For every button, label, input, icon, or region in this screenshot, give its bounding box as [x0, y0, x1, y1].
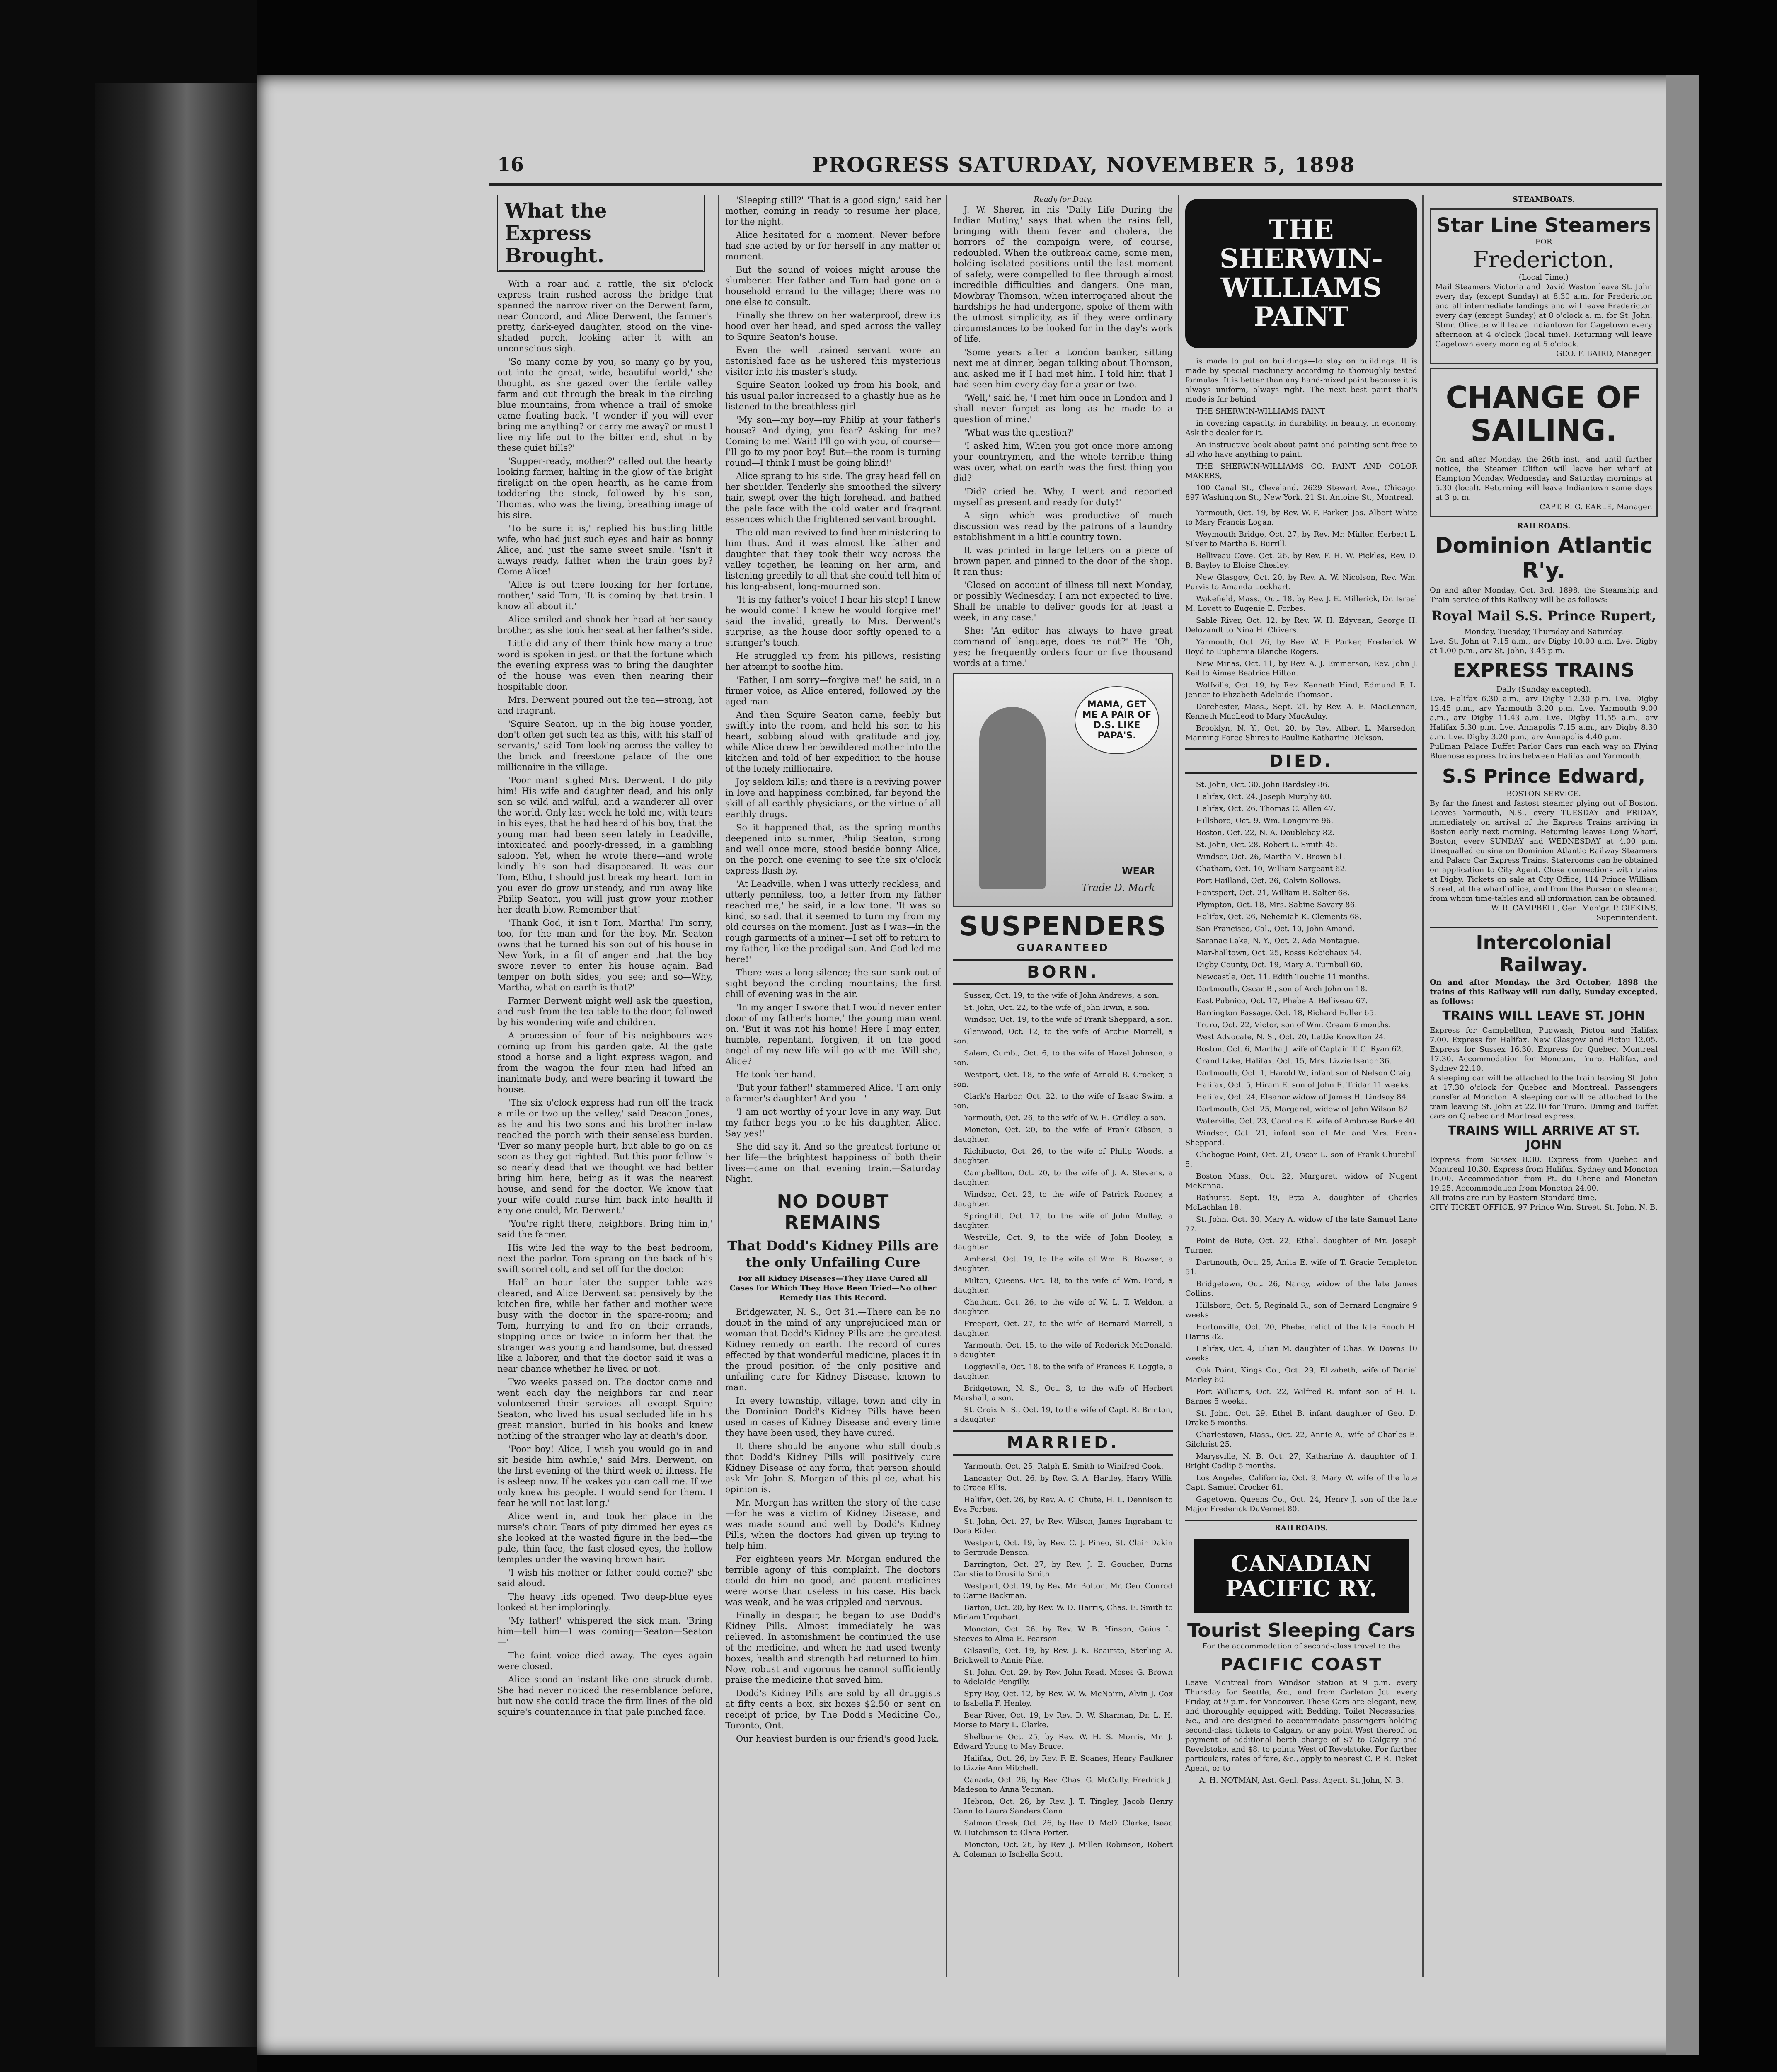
article-paragraph: 'What was the question?': [964, 428, 1075, 438]
column-rule: [1422, 195, 1424, 1977]
railroads-label: RAILROADS.: [1185, 1520, 1417, 1533]
married-notice: Wakefield, Mass., Oct. 18, by Rev. J. E. Millerick, Dr. Israel M. Lovett to Eugenie E. Forbes.: [1185, 595, 1417, 613]
married-notice: Halifax, Oct. 26, by Rev. A. C. Chute, H. L. Dennison to Eva Forbes.: [953, 1496, 1173, 1514]
story-paragraph: Alice stood an instant like one struck dumb. She had never noticed the resemblance before, but now she could trace the firm lines of the old squire's countenance in that pale pinched face.: [497, 1675, 713, 1717]
sherwin-williams-logo: THE SHERWIN-WILLIAMS PAINT: [1185, 199, 1417, 348]
prince-edward-sub: BOSTON SERVICE.: [1506, 789, 1581, 798]
died-notice: Boston, Oct. 22, N. A. Doublebay 82.: [1196, 828, 1335, 837]
prince-edward-headline: S.S Prince Edward,: [1442, 765, 1646, 787]
story-paragraph: 'Father, I am sorry—forgive me!' he said, in a firmer voice, as Alice entered, followed by the aged man.: [725, 675, 941, 707]
died-notice: Mar-halltown, Oct. 25, Rosss Robichaux 54.: [1196, 949, 1362, 957]
died-notice: St. John, Oct. 28, Robert L. Smith 45.: [1196, 840, 1338, 849]
born-notice: Springhill, Oct. 17, to the wife of John Mullay, a daughter.: [953, 1212, 1173, 1230]
story-paragraph: Finally she threw on her waterproof, drew its hood over her head, and sped across the valley to Squire Seaton's house.: [725, 310, 941, 342]
married-notice: Salmon Creek, Oct. 26, by Rev. D. McD. Clarke, Isaac W. Hutchinson to Clara Porter.: [953, 1819, 1173, 1837]
express-times: Lve. Halifax 6.30 a.m., arv Digby 12.30 p.m. Lve. Digby 12.45 p.m., arv Yarmouth 3.20 p.m. Lve. Yarmouth 9.00 a.m., arv Digby 11.43 a.m. Lve. Digby 11.55 a.m., arv Halifax 5.30 p.m. Lve. Annapolis 7.15 a.m., arv Digby 8.30 a.m. Lve. Digby 3.20 p.m., arv Annapolis 4.40 p.m.: [1430, 695, 1658, 741]
died-notice: Port Williams, Oct. 22, Wilfred R. infant son of H. L. Barnes 5 weeks.: [1185, 1387, 1417, 1406]
page-content: [257, 75, 1699, 2055]
story-paragraph: 'Alice is out there looking for her fortune, mother,' said Tom, 'It is coming by that train. I know all about it.': [497, 580, 713, 611]
married-notice: Yarmouth, Oct. 19, by Rev. W. F. Parker, Jas. Albert White to Mary Francis Logan.: [1185, 508, 1417, 527]
married-notice: Shelburne Oct. 25, by Rev. W. H. S. Morris, Mr. J. Edward Young to May Bruce.: [953, 1733, 1173, 1751]
died-notice: St. John, Oct. 30, Mary A. widow of the late Samuel Lane 77.: [1185, 1215, 1417, 1233]
born-notice: Westport, Oct. 18, to the wife of Arnold B. Crocker, a son.: [953, 1070, 1173, 1089]
intercolonial-intro: On and after Monday, the 3rd October, 1898 the trains of this Railway will run daily, Sunday excepted, as follows:: [1430, 978, 1658, 1006]
died-notice: Windsor, Oct. 21, infant son of Mr. and Mrs. Frank Sheppard.: [1185, 1129, 1417, 1147]
died-notice: Halifax, Oct. 5, Hiram E. son of John E. Tridar 11 weeks.: [1196, 1081, 1411, 1089]
born-notice: Chatham, Oct. 26, to the wife of W. L. T. Weldon, a daughter.: [953, 1298, 1173, 1316]
article-paragraph: 'Closed on account of illness till next Monday, or possibly Wednesday. I am not expected to live. Shall be unable to deliver goods for at least a week, in any case.': [953, 580, 1173, 622]
died-notice: Bridgetown, Oct. 26, Nancy, widow of the late James Collins.: [1185, 1280, 1417, 1298]
story-paragraph: Alice hesitated for a moment. Never before had she acted by or for herself in any matter of moment.: [725, 230, 941, 261]
married-notice: Bear River, Oct. 19, by Rev. D. W. Sharman, Dr. L. H. Morse to Mary L. Clarke.: [953, 1711, 1173, 1729]
dar-intro: On and after Monday, Oct. 3rd, 1898, the Steamship and Train service of this Railway will be as follows:: [1430, 586, 1658, 604]
story-paragraph: 'Sleeping still?' 'That is a good sign,' said her mother, coming in ready to resume her place, for the night.: [725, 195, 941, 227]
story-paragraph: 'At Leadville, when I was utterly reckless, and utterly penniless, too, a letter from my father reached me,' he said, in a low tone. 'It was so kind, so sad, that it seemed to turn my from my old courses on the moment. Just as I was—in the rough garments of a miner—I set off to return to my father, like the prodigal son. And God led me here!': [725, 879, 941, 964]
born-notice: Amherst, Oct. 19, to the wife of Wm. B. Bowser, a daughter.: [953, 1255, 1173, 1273]
born-notice: Loggieville, Oct. 18, to the wife of Frances F. Loggie, a daughter.: [953, 1363, 1173, 1381]
born-notice: St. John, Oct. 22, to the wife of John Irwin, a son.: [964, 1003, 1150, 1012]
star-body: Mail Steamers Victoria and David Weston leave St. John every day (except Sunday) at 8.30 a.m. for Fredericton and all intermediate landings and will leave Fredericton every day (except Sunday) at 8 o'clock a. m. for St. John. Stmr. Olivette will leave Indiantown for Gagetown every afternoon at 4 o'clock (local time). Returning will leave Gagetown every morning at 5 o'clock.: [1435, 283, 1652, 349]
story-paragraph: 'In my anger I swore that I would never enter door of my father's home,' the young man went on. 'But it was not his home! Here I may enter, humble, repentant, forgiven, it on the good angel of my new life will go with me. Will she, Alice?': [725, 1002, 941, 1066]
intercolonial-office: CITY TICKET OFFICE, 97 Prince Wm. Street, St. John, N. B.: [1430, 1203, 1658, 1212]
story-paragraph: 'I am not worthy of your love in any way. But my father begs you to be his daughter, Alice. Say yes!': [725, 1107, 941, 1138]
married-notice: Gilsaville, Oct. 19, by Rev. J. K. Beairsto, Sterling A. Brickwell to Annie Pike.: [953, 1646, 1173, 1665]
sherwin-williams-line: THE SHERWIN-WILLIAMS CO. PAINT AND COLOR MAKERS,: [1185, 462, 1417, 480]
died-notice: Dartmouth, Oct. 1, Harold W., infant son of Nelson Craig.: [1196, 1069, 1414, 1077]
cpr-destination: PACIFIC COAST: [1220, 1654, 1382, 1675]
star-headline: Star Line Steamers: [1436, 214, 1651, 237]
story-paragraph: 'Poor man!' sighed Mrs. Derwent. 'I do pity him! His wife and daughter dead, and his only son so wild and wilful, and a wanderer all over the world. Only last week he told me, with tears in his eyes, that he had heard of his boy, that the young man had been seen lately in Leadville, intoxicated and poorly-dressed, in a gambling saloon. Yet, when he wrote there—and wrote kindly—his son had disappeared. It was our Tom, Ethu, I should just break my heart. Tom in you ever do grow unsteady, and run away like Philip Seaton, you will just grow your mother her death-blow. Remember that!': [497, 775, 713, 915]
kidney-paragraph: It there should be anyone who still doubts that Dodd's Kidney Pills will positively cure Kidney Disease of any form, that person should ask Mr. John S. Morgan of this pl ce, what his opinion is.: [725, 1441, 941, 1494]
married-notice: Westport, Oct. 19, by Rev. C. J. Pineo, St. Clair Dakin to Gertrude Benson.: [953, 1539, 1173, 1557]
intercolonial-leave: TRAINS WILL LEAVE ST. JOHN: [1442, 1009, 1645, 1023]
died-notice: Port Hailland, Oct. 26, Calvin Sollows.: [1196, 876, 1341, 885]
story-paragraph: 'Supper-ready, mother?' called out the hearty looking farmer, halting in the glow of the bright firelight on the open hearth, as he came from toddering the stock, followed by his son, Thomas, who was the living, breathing image of his sire.: [497, 456, 713, 520]
married-notice: St. John, Oct. 27, by Rev. Wilson, James Ingraham to Dora Rider.: [953, 1517, 1173, 1535]
story-paragraph: Squire Seaton looked up from his book, and his usual pallor increased to a ghastly hue as he listened to the breathless girl.: [725, 380, 941, 411]
died-notice: Boston Mass., Oct. 22, Margaret, widow of Nugent McKenna.: [1185, 1172, 1417, 1190]
sailing-sign: CAPT. R. G. EARLE, Manager.: [1539, 503, 1652, 511]
intercolonial-sleeping: A sleeping car will be attached to the train leaving St. John at 17.30 o'clock for Quebec and Montreal. Passengers transfer at Moncton. A sleeping car will be attached to the train leaving St. John at 22.10 for Truro. Dining and Buffet cars on Quebec and Montreal express.: [1430, 1074, 1658, 1121]
married-notice: Belliveau Cove, Oct. 26, by Rev. F. H. W. Pickles, Rev. D. B. Bayley to Eloise Chesley.: [1185, 552, 1417, 570]
died-notice: Dartmouth, Oct. 25, Anita E. wife of T. Gracie Templeton 51.: [1185, 1258, 1417, 1276]
kidney-paragraph: In every township, village, town and city in the Dominion Dodd's Kidney Pills have been used in cases of Kidney Disease and every time they have been used, they have cured.: [725, 1396, 941, 1438]
ready-body: [953, 204, 1173, 668]
cpr-logo: CANADIAN PACIFIC RY.: [1194, 1539, 1409, 1613]
died-notice: Hillsboro, Oct. 9, Wm. Longmire 96.: [1196, 816, 1334, 825]
died-notice: Hortonville, Oct. 20, Phebe, relict of the late Enoch H. Harris 82.: [1185, 1323, 1417, 1341]
story-paragraph: Alice sprang to his side. The gray head fell on her shoulder. Tenderly she smoothed the silvery hair, swept over the high forehead, and bathed the pale face with the cold water and fragrant essences which the frightened servant brought.: [725, 471, 941, 524]
masthead-rule: [489, 183, 1662, 186]
kidney-paragraph: Bridgewater, N. S., Oct 31.—There can be no doubt in the mind of any unprejudiced man or woman that Dodd's Kidney Pills are the greatest Kidney remedy on earth. The record of cures effected by that wonderful medicine, places it in the proud position of the only positive and unfailing cure for Kidney Disease, known to man.: [725, 1307, 941, 1392]
kidney-paragraph: Dodd's Kidney Pills are sold by all druggists at fifty cents a box, six boxes $2.50 or sent on receipt of price, by The Dodd's Medicine Co., Toronto, Ont.: [725, 1688, 941, 1731]
suspenders-ad-illustration: [953, 673, 1173, 907]
sherwin-williams-line: 100 Canal St., Cleveland. 2629 Stewart Ave., Chicago. 897 Washington St., New York. 21 St. Antoine St., Montreal.: [1185, 484, 1417, 502]
cpr-agent: A. H. NOTMAN, Ast. Genl. Pass. Agent. St. John, N. B.: [1199, 1776, 1404, 1785]
born-notice: Salem, Cumb., Oct. 6, to the wife of Hazel Johnson, a son.: [953, 1049, 1173, 1067]
sherwin-williams-line: An instructive book about paint and painting sent free to all who have anything to paint.: [1185, 441, 1417, 459]
born-notice: Milton, Queens, Oct. 18, to the wife of Wm. Ford, a daughter.: [953, 1276, 1173, 1295]
column-rule: [718, 195, 719, 1977]
story-paragraph: He took her hand.: [736, 1070, 816, 1080]
died-notice: St. John, Oct. 29, Ethel B. infant daughter of Geo. D. Drake 5 months.: [1185, 1409, 1417, 1427]
star-for: —FOR—: [1528, 237, 1560, 246]
kidney-subhead: That Dodd's Kidney Pills are the only Unfailing Cure: [727, 1238, 939, 1270]
born-notice: Campbellton, Oct. 20, to the wife of J. A. Stevens, a daughter.: [953, 1169, 1173, 1187]
star-sign: GEO. F. BAIRD, Manager.: [1556, 349, 1652, 358]
star-time: (Local Time.): [1518, 273, 1569, 282]
died-notice: Chebogue Point, Oct. 21, Oscar L. son of Frank Churchill 5.: [1185, 1150, 1417, 1169]
married-notice: Yarmouth, Oct. 26, by Rev. W. F. Parker, Frederick W. Boyd to Euphemia Blanche Rogers.: [1185, 638, 1417, 656]
born-notice: Glenwood, Oct. 12, to the wife of Archie Morrell, a son.: [953, 1027, 1173, 1046]
story-paragraph: So it happened that, as the spring months deepened into summer, Philip Seaton, strong and well once more, stood beside bonny Alice, on the porch one evening to see the six o'clock express flash by.: [725, 823, 941, 876]
married-notice: Westport, Oct. 19, by Rev. Mr. Bolton, Mr. Geo. Conrod to Carrie Backman.: [953, 1582, 1173, 1600]
intercolonial-leave-list: Express for Campbellton, Pugwash, Pictou and Halifax 7.00. Express for Halifax, New Glasgow and Pictou 12.05. Express for Sussex 16.30. Express for Quebec, Montreal 17.30. Accommodation for Moncton, Truro, Halifax, and Sydney 22.10.: [1430, 1026, 1658, 1073]
married-heading: MARRIED.: [953, 1430, 1173, 1456]
born-notice: Richibucto, Oct. 26, to the wife of Philip Woods, a daughter.: [953, 1147, 1173, 1165]
married-notice: Lancaster, Oct. 26, by Rev. G. A. Hartley, Harry Willis to Grace Ellis.: [953, 1474, 1173, 1492]
intercolonial-note: All trains are run by Eastern Standard time.: [1430, 1193, 1597, 1202]
married-list: [953, 1462, 1173, 1859]
died-notice: Plympton, Oct. 18, Mrs. Sabine Savary 86.: [1196, 900, 1357, 909]
steamboats-label: STEAMBOATS.: [1512, 195, 1575, 204]
died-notice: Digby County, Oct. 19, Mary A. Turnbull 60.: [1196, 961, 1363, 969]
born-notice: Westville, Oct. 9, to the wife of John Dooley, a daughter.: [953, 1233, 1173, 1251]
died-notice: Waterville, Oct. 23, Caroline E. wife of Ambrose Burke 40.: [1196, 1117, 1417, 1126]
married-notice: Yarmouth, Oct. 25, Ralph E. Smith to Winifred Cook.: [964, 1462, 1164, 1471]
story-body-2: [725, 195, 941, 1184]
star-line-ad: [1430, 208, 1658, 364]
article-paragraph: 'Did? cried he. Why, I went and reported myself as present and ready for duty!': [953, 487, 1173, 507]
born-notice: Moncton, Oct. 20, to the wife of Frank Gibson, a daughter.: [953, 1126, 1173, 1144]
express-sub: Daily (Sunday excepted).: [1496, 685, 1591, 694]
married-notice: Moncton, Oct. 26, by Rev. J. Millen Robinson, Robert A. Coleman to Isabella Scott.: [953, 1840, 1173, 1859]
article-paragraph: A sign which was productive of much discussion was read by the patrons of a laundry establishment in a little country town.: [953, 511, 1173, 542]
prince-edward-body: By far the finest and fastest steamer plying out of Boston. Leaves Yarmouth, N.S., every TUESDAY and FRIDAY, immediately on arrival of the Express Trains arriving in Boston early next morning. Returning leaves Long Wharf, Boston, every SUNDAY and WEDNESDAY at 4.00 p.m. Unequalled cuisine on Dominion Atlantic Railway Steamers and Palace Car Express Trains. Staterooms can be obtained on application to City Agent. Close connections with trains at Digby. Tickets on sale at City Office, 114 Prince William Street, at the wharf office, and from the Purser on steamer, from whom time-tables and all information can be obtained.: [1430, 799, 1658, 903]
died-notice: Dartmouth, Oscar B., son of Arch John on 18.: [1196, 985, 1368, 993]
column-3: [953, 195, 1173, 1985]
column-5: [1430, 195, 1658, 1985]
kidney-paragraph: For eighteen years Mr. Morgan endured the terrible agony of this complaint. The doctors could do him no good, and patent medicines were worse than useless in his case. His back was weak, and he was crippled and nervous.: [725, 1554, 941, 1607]
prince-edward-sign: W. R. CAMPBELL, Gen. Man'gr. P. GIFKINS, Superintendent.: [1491, 904, 1658, 922]
ready-head: Ready for Duty.: [1034, 195, 1092, 204]
married-continued: [1185, 508, 1417, 743]
speech-bubble: MAMA, GET ME A PAIR OF D.S. LIKE PAPA'S.: [1075, 686, 1159, 754]
page-number: 16: [497, 153, 524, 176]
story-paragraph: 'Thank God, it isn't Tom, Martha! I'm sorry, too, for the man and for the boy. Mr. Seaton owns that he turned his son out of his house in New York, in a fit of anger and that the boy swore never to enter his house again. Bad temper on both sides, you see; and so—Why, Martha, what on earth is that?': [497, 918, 713, 992]
story-paragraph: Little did any of them think how many a true word is spoken in jest, or that the fortune which the evening express was to bring the daughter of the house was even then nearing their hospitable door.: [497, 639, 713, 692]
died-notice: Grand Lake, Halifax, Oct. 15, Mrs. Lizzie Isenor 36.: [1196, 1057, 1392, 1065]
story-paragraph: 'I wish his mother or father could come?' she said aloud.: [497, 1568, 713, 1588]
born-notice: Windsor, Oct. 19, to the wife of Frank Sheppard, a son.: [964, 1015, 1173, 1024]
story-paragraph: 'Poor boy! Alice, I wish you would go in and sit beside him awhile,' said Mrs. Derwent, on the first evening of the third week of illness. He is asleep now. If he wakes you can call me. If we only knew his people. I would send for them. I fear he will not last long.': [497, 1444, 713, 1508]
married-notice: New Glasgow, Oct. 20, by Rev. A. W. Nicolson, Rev. Wm. Purvis to Amanda Lockhart.: [1185, 573, 1417, 591]
died-notice: Charlestown, Mass., Oct. 22, Annie A., wife of Charles E. Gilchrist 25.: [1185, 1431, 1417, 1449]
story-paragraph: But the sound of voices might arouse the slumberer. Her father and Tom had gone on a household errand to the village; there was no one else to consult.: [725, 265, 941, 307]
married-notice: St. John, Oct. 29, by Rev. John Read, Moses G. Brown to Adelaide Pengilly.: [953, 1668, 1173, 1686]
story-paragraph: Half an hour later the supper table was cleared, and Alice Derwent sat pensively by the kitchen fire, while her father and mother were busy with the doctor in the spare-room; and Tom, hurrying to and fro on their errands, stopping once or twice to inform her that the stranger was young and handsome, but dressed like a laborer, and that the doctor said it was a near chance whether he lived or not.: [497, 1278, 713, 1374]
column-rule: [946, 195, 947, 1977]
story-paragraph: Joy seldom kills; and there is a reviving power in love and happiness combined, far beyond the skill of all earthly physicians, or the virtue of all earthly drugs.: [725, 777, 941, 819]
story-column-2: [725, 195, 941, 1985]
died-notice: Chatham, Oct. 10, William Sargeant 62.: [1196, 864, 1347, 873]
married-notice: Halifax, Oct. 26, by Rev. F. E. Soanes, Henry Faulkner to Lizzie Ann Mitchell.: [953, 1754, 1173, 1772]
story-paragraph: 'You're right there, neighbors. Bring him in,' said the farmer.: [497, 1219, 713, 1239]
story-paragraph: A procession of four of his neighbours was coming up from his garden gate. At the gate stood a horse and a light express wagon, and from the wagon the four men had lifted an inanimate body, and were bearing it toward the house.: [497, 1031, 713, 1094]
intercolonial-headline: Intercolonial Railway.: [1430, 927, 1658, 976]
died-notice: Halifax, Oct. 24, Eleanor widow of James H. Lindsay 84.: [1196, 1093, 1409, 1101]
married-notice: Moncton, Oct. 26, by Rev. W. B. Hinson, Gaius L. Steeves to Alma E. Pearson.: [953, 1625, 1173, 1643]
died-notice: Hantsport, Oct. 21, William B. Salter 68.: [1196, 888, 1350, 897]
died-notice: Hillsboro, Oct. 5, Reginald R., son of Bernard Longmire 9 weeks.: [1185, 1301, 1417, 1319]
died-notice: Saranac Lake, N. Y., Oct. 2, Ada Montague.: [1196, 937, 1360, 945]
died-notice: Truro, Oct. 22, Victor, son of Wm. Cream 6 months.: [1196, 1021, 1391, 1029]
story-paragraph: And then Squire Seaton came, feebly but swiftly into the room, and held his son to his heart, sobbing aloud with gratitude and joy, while Alice drew her bewildered mother into the kitchen and told of her expedition to the house of the lonely millionaire.: [725, 710, 941, 774]
pullman: Pullman Palace Buffet Parlor Cars run each way on Flying Bluenose express trains between Halifax and Yarmouth.: [1430, 742, 1658, 760]
died-notice: Halifax, Oct. 4, Lilian M. daughter of Chas. W. Downs 10 weeks.: [1185, 1344, 1417, 1363]
royal-mail: Royal Mail S.S. Prince Rupert,: [1431, 608, 1656, 624]
died-notice: Windsor, Oct. 26, Martha M. Brown 51.: [1196, 852, 1345, 861]
died-notice: Dartmouth, Oct. 25, Margaret, widow of John Wilson 82.: [1196, 1105, 1411, 1113]
story-paragraph: 'To be sure it is,' replied his bustling little wife, who had just such eyes and hair as bonny Alice, and just the same sweet smile. 'Isn't it always ready, father when the train goes by? Come Alice!': [497, 523, 713, 576]
intercolonial-arrive: TRAINS WILL ARRIVE AT ST. JOHN: [1448, 1123, 1640, 1152]
story-paragraph: The heavy lids opened. Two deep-blue eyes looked at her imploringly.: [497, 1592, 713, 1612]
royal-times: Lve. St. John at 7.15 a.m., arv Digby 10.00 a.m. Lve. Digby at 1.00 p.m., arv St. John, 3.45 p.m.: [1430, 637, 1658, 655]
story-headline: What the Express Brought.: [497, 195, 705, 272]
story-paragraph: Two weeks passed on. The doctor came and went each day the neighbors far and near volunteered their services—all except Squire Seaton, who lived his usual secluded life in his great mansion, buried in his books and knew nothing of the stranger who lay at death's door.: [497, 1377, 713, 1441]
kidney-paragraph: Our heaviest burden is our friend's good luck.: [736, 1734, 939, 1744]
sailing-body: On and after Monday, the 26th inst., and until further notice, the Steamer Clifton will leave her wharf at Hampton Monday, Wednesday and Saturday mornings at 5.30 (local). Returning will leave Indiantown same days at 3 p. m.: [1435, 455, 1652, 502]
married-notice: Spry Bay, Oct. 12, by Rev. W. W. McNairn, Alvin J. Cox to Isabella F. Henley.: [953, 1690, 1173, 1708]
dar-headline: Dominion Atlantic R'y.: [1435, 533, 1653, 583]
married-notice: Hebron, Oct. 26, by Rev. J. T. Tingley, Jacob Henry Cann to Laura Sanders Cann.: [953, 1797, 1173, 1815]
sherwin-williams-line: THE SHERWIN-WILLIAMS PAINT: [1196, 407, 1325, 416]
kidney-body: [725, 1307, 941, 1744]
married-notice: Weymouth Bridge, Oct. 27, by Rev. Mr. Müller, Herbert L. Silver to Martha B. Burrill.: [1185, 530, 1417, 548]
died-notice: Halifax, Oct. 26, Nehemiah K. Clements 68.: [1196, 913, 1362, 921]
died-notice: Los Angeles, California, Oct. 9, Mary W. wife of the late Capt. Samuel Crocker 61.: [1185, 1474, 1417, 1492]
died-notice: Barrington Passage, Oct. 18, Richard Fuller 65.: [1196, 1009, 1376, 1017]
born-notice: Sussex, Oct. 19, to the wife of John Andrews, a son.: [964, 991, 1160, 1000]
royal-days: Monday, Tuesday, Thursday and Saturday.: [1464, 627, 1624, 636]
story-body-1: [497, 278, 713, 1717]
article-paragraph: 'Some years after a London banker, sitting next me at dinner, began talking about Thomson, and asked me if I had met him. I told him that I had seen him every day for a year or two.: [953, 347, 1173, 390]
sherwin-williams-line: is made to put on buildings—to stay on buildings. It is made by special machinery according to thoroughly tested formulas. It is better than any hand-mixed paint because it is always uniform, always right. The next best paint that's made is far behind: [1185, 357, 1417, 404]
married-notice: New Minas, Oct. 11, by Rev. A. J. Emmerson, Rev. John J. Keil to Aimee Beatrice Hilton.: [1185, 659, 1417, 678]
cpr-body: Leave Montreal from Windsor Station at 9 p.m. every Thursday for Seattle, &c., and from Carleton Jct. every Friday, at 9 p.m. for Vancouver. These Cars are elegant, new, and thoroughly equipped with Bedding, Toilet Necessaries, &c., and are designed to accommodate passengers holding second-class tickets to Calgary, or any point West thereof, on payment of additional berth charge of $7 to Calgary and Revelstoke, and $8, to points West of Revelstoke. For further particulars, rates of fare, &c., apply to nearest C. P. R. Ticket Agent, or to: [1185, 1678, 1417, 1773]
died-notice: Point de Bute, Oct. 22, Ethel, daughter of Mr. Joseph Turner.: [1185, 1237, 1417, 1255]
ad-wear: WEAR: [1122, 865, 1155, 877]
story-paragraph: She did say it. And so the greatest fortune of her life—the brightest happiness of both their lives—came on that evening train.—Saturday Night.: [725, 1142, 941, 1184]
born-notice: Freeport, Oct. 27, to the wife of Bernard Morrell, a daughter.: [953, 1319, 1173, 1338]
railroads-label-2: RAILROADS.: [1517, 522, 1571, 530]
story-column-1: [497, 195, 713, 1985]
born-notice: Clark's Harbor, Oct. 22, to the wife of Isaac Swim, a son.: [953, 1092, 1173, 1110]
story-paragraph: Alice went in, and took her place in the nurse's chair. Tears of pity dimmed her eyes as she looked at the wasted figure in the bed—the pale, thin face, the fast-closed eyes, the hollow temples under the waving brown hair.: [497, 1511, 713, 1564]
woman-figure: [979, 707, 1046, 889]
born-list: [953, 991, 1173, 1424]
express-headline: EXPRESS TRAINS: [1453, 659, 1635, 681]
born-notice: Windsor, Oct. 23, to the wife of Patrick Rooney, a daughter.: [953, 1190, 1173, 1208]
story-paragraph: The faint voice died away. The eyes again were closed.: [497, 1651, 713, 1671]
born-notice: Yarmouth, Oct. 26, to the wife of W. H. Gridley, a son.: [964, 1113, 1166, 1122]
born-notice: Bridgetown, N. S., Oct. 3, to the wife of Herbert Marshall, a son.: [953, 1384, 1173, 1402]
story-paragraph: 'But your father!' stammered Alice. 'I am only a farmer's daughter! And you—': [725, 1083, 941, 1104]
married-notice: Canada, Oct. 26, by Rev. Chas. G. McCully, Fredrick J. Madeson to Anna Yeoman.: [953, 1776, 1173, 1794]
sherwin-williams-body: [1185, 356, 1417, 502]
born-notice: Yarmouth, Oct. 15, to the wife of Roderick McDonald, a daughter.: [953, 1341, 1173, 1359]
kidney-paragraph: Finally in despair, he began to use Dodd's Kidney Pills. Almost immediately he was relieved. In astonishment he continued the use of the medicine, and when he had used twenty boxes, health and strength had returned to him. Now, robust and vigorous he cannot sufficiently praise the medicine that saved him.: [725, 1610, 941, 1685]
article-paragraph: 'I asked him, When you got once more among your countrymen, and the whole terrible thing was over, what on earth was the first thing you did?': [953, 441, 1173, 483]
article-paragraph: She: 'An editor has always to have great command of language, does he not?' He: 'Oh, yes; he frequently orders four or five thousand words at a time.': [953, 626, 1173, 668]
story-paragraph: He struggled up from his pillows, resisting her attempt to soothe him.: [725, 651, 941, 672]
story-paragraph: 'It is my father's voice! I hear his step! I knew he would come! I knew he would forgive me!' said the invalid, greatly to Mrs. Derwent's surprise, as the house door softly opened to a stranger's touch.: [725, 595, 941, 648]
story-paragraph: Even the well trained servant wore an astonished face as he ushered this mysterious visitor into his master's study.: [725, 345, 941, 377]
story-paragraph: There was a long silence; the sun sank out of sight beyond the circling mountains; the first chill of evening was in the air.: [725, 968, 941, 999]
story-paragraph: 'Squire Seaton, up in the big house yonder, don't often get such tea as this, with his staff of servants,' said Tom looking across the valley to the brick and freestone palace of the one millionaire in the village.: [497, 719, 713, 772]
died-notice: Bathurst, Sept. 19, Etta A. daughter of Charles McLachlan 18.: [1185, 1193, 1417, 1212]
article-paragraph: It was printed in large letters on a piece of brown paper, and pinned to the door of the shop. It ran thus:: [953, 545, 1173, 577]
story-paragraph: His wife led the way to the best bedroom, next the parlor. Tom sprang on the back of his swift sorrel colt, and set off for the doctor.: [497, 1243, 713, 1274]
died-notice: St. John, Oct. 30, John Bardsley 86.: [1196, 780, 1330, 789]
died-list: [1185, 780, 1417, 1514]
sherwin-williams-line: in covering capacity, in durability, in beauty, in economy. Ask the dealer for it.: [1185, 419, 1417, 437]
story-paragraph: Farmer Derwent might well ask the question, and rush from the tea-table to the door, followed by his wondering wife and children.: [497, 996, 713, 1027]
died-notice: Gagetown, Queens Co., Oct. 24, Henry J. son of the late Major Frederick DuVernet 80.: [1185, 1495, 1417, 1513]
married-notice: Brooklyn, N. Y., Oct. 20, by Rev. Albert L. Marsedon, Manning Force Shires to Pauline Katharine Dickson.: [1185, 724, 1417, 742]
kidney-paragraph: Mr. Morgan has written the story of the case—for he was a victim of Kidney Disease, and was made sound and well by Dodd's Kidney Pills, when the doctors had given up trying to help him.: [725, 1498, 941, 1551]
masthead-title: PROGRESS SATURDAY, NOVEMBER 5, 1898: [812, 152, 1356, 177]
column-rule: [1178, 195, 1179, 1977]
story-paragraph: 'My son—my boy—my Philip at your father's house? And dying, you fear? Asking for me? Coming to me! Wait! I'll go with you, of course—I'll go to my poor boy! But—the room is turning round—I think I must be going blind!': [725, 415, 941, 468]
died-notice: Newcastle, Oct. 11, Edith Touchie 11 months.: [1196, 973, 1370, 981]
page-edge-shadow: [95, 83, 261, 2047]
died-heading: DIED.: [1185, 748, 1417, 774]
story-paragraph: With a roar and a rattle, the six o'clock express train rushed across the bridge that spanned the narrow river on the Derwent farm, near Concord, and Alice Derwent, the farmer's pretty, dark-eyed daughter, stood on the vine-shaded porch, looking after it with an unconscious sigh.: [497, 279, 713, 353]
sailing-headline: CHANGE OF SAILING.: [1445, 380, 1642, 448]
cpr-headline: Tourist Sleeping Cars: [1187, 1619, 1415, 1641]
cpr-sub: For the accommodation of second-class travel to the: [1202, 1642, 1401, 1651]
star-destination: Fredericton.: [1473, 247, 1615, 273]
died-notice: Halifax, Oct. 24, Joseph Murphy 60.: [1196, 792, 1332, 801]
kidney-headline: NO DOUBT REMAINS: [777, 1191, 889, 1233]
intercolonial-arrive-list: Express from Sussex 8.30. Express from Quebec and Montreal 10.30. Express from Halifax, Sydney and Moncton 16.00. Accommodation from Pt. du Chene and Moncton 19.25. Accommodation from Moncton 24.00.: [1430, 1155, 1658, 1193]
article-paragraph: 'Well,' said he, 'I met him once in London and I shall never forget as long as he made to a question of mine.': [953, 393, 1173, 424]
died-notice: East Pubnico, Oct. 17, Phebe A. Belliveau 67.: [1196, 997, 1368, 1005]
died-notice: Oak Point, Kings Co., Oct. 29, Elizabeth, wife of Daniel Marley 60.: [1185, 1366, 1417, 1384]
married-notice: Dorchester, Mass., Sept. 21, by Rev. A. E. MacLennan, Kenneth MacLeod to Mary MacAulay.: [1185, 702, 1417, 721]
story-paragraph: 'The six o'clock express had run off the track a mile or two up the valley,' said Deacon Jones, as he and his two sons and his brother in-law reached the porch with their senseless burden. 'Ever so many people hurt, but able to go on as soon as they got righted. But this poor fellow is so nearly dead that we thought we had better bring him here, being as it was the nearest house, and send for the doctor. We know that your wife could nurse him back into health if any one could, Mr. Derwent.': [497, 1098, 713, 1215]
sailing-ad: [1430, 368, 1658, 517]
ad-guarantee: GUARANTEED: [1017, 942, 1109, 954]
born-notice: St. Croix N. S., Oct. 19, to the wife of Capt. R. Brinton, a daughter.: [953, 1406, 1173, 1424]
article-paragraph: J. W. Sherer, in his 'Daily Life During the Indian Mutiny,' says that when the rains fell, bringing with them fever and cholera, the horrors of the campaign were, of course, redoubled. When the outbreak came, some men, holding isolated positions until the last moment of safety, were compelled to flee through almost incredible difficulties and dangers. One man, Mowbray Thomson, when interrogated about the hardships he had undergone, spoke of them with the utmost simplicity, as if they were ordinary circumstances to be looked for in the day's work of life.: [953, 205, 1173, 344]
died-notice: West Advocate, N. S., Oct. 20, Lettie Knowlton 24.: [1196, 1033, 1386, 1041]
married-notice: Barton, Oct. 20, by Rev. W. D. Harris, Chas. E. Smith to Miriam Urquhart.: [953, 1603, 1173, 1622]
column-4: [1185, 195, 1417, 1985]
died-notice: Boston, Oct. 6, Martha J. wife of Captain T. C. Ryan 62.: [1196, 1045, 1404, 1053]
died-notice: Halifax, Oct. 26, Thomas C. Allen 47.: [1196, 804, 1336, 813]
married-notice: Sable River, Oct. 12, by Rev. W. H. Edyvean, George H. Delozandt to Nina H. Chivers.: [1185, 616, 1417, 634]
ad-brand: SUSPENDERS: [959, 911, 1167, 942]
kidney-deck: For all Kidney Diseases—They Have Cured all Cases for Which They Have Been Tried—No other Remedy Has This Record.: [729, 1274, 937, 1302]
ad-trademark: Trade D. Mark: [1081, 882, 1155, 893]
born-heading: BORN.: [953, 959, 1173, 985]
story-paragraph: 'So many come by you, so many go by you, out into the great, wide, beautiful world,' she thought, as she gazed over the fertile valley farm and out through the break in the circling blue mountains, from whence a trail of smoke came floating back. 'I wonder if you will ever bring me anything? or carry me away? or must I live my life out to the bitter end, shut in by these quiet hills?': [497, 357, 713, 453]
story-paragraph: Mrs. Derwent poured out the tea—strong, hot and fragrant.: [497, 695, 713, 716]
story-paragraph: The old man revived to find her ministering to him thus. And it was almost like father and daughter that they took their way across the valley together, he leaning on her arm, and listening greedily to all that she could tell him of his long-absent, long-mourned son.: [725, 528, 941, 591]
story-paragraph: 'My father!' whispered the sick man. 'Bring him—tell him—I was coming—Seaton—Seaton—': [497, 1616, 713, 1647]
died-notice: San Francisco, Cal., Oct. 10, John Amand.: [1196, 925, 1355, 933]
married-notice: Wolfville, Oct. 19, by Rev. Kenneth Hind, Edmund F. L. Jenner to Elizabeth Adelaide Thomson.: [1185, 681, 1417, 699]
story-paragraph: Alice smiled and shook her head at her saucy brother, as she took her seat at her father's side.: [497, 615, 713, 635]
married-notice: Barrington, Oct. 27, by Rev. J. E. Goucher, Burns Carlstie to Drusilla Smith.: [953, 1560, 1173, 1578]
died-notice: Marysville, N. B. Oct. 27, Katharine A. daughter of I. Bright Codlip 5 months.: [1185, 1452, 1417, 1470]
